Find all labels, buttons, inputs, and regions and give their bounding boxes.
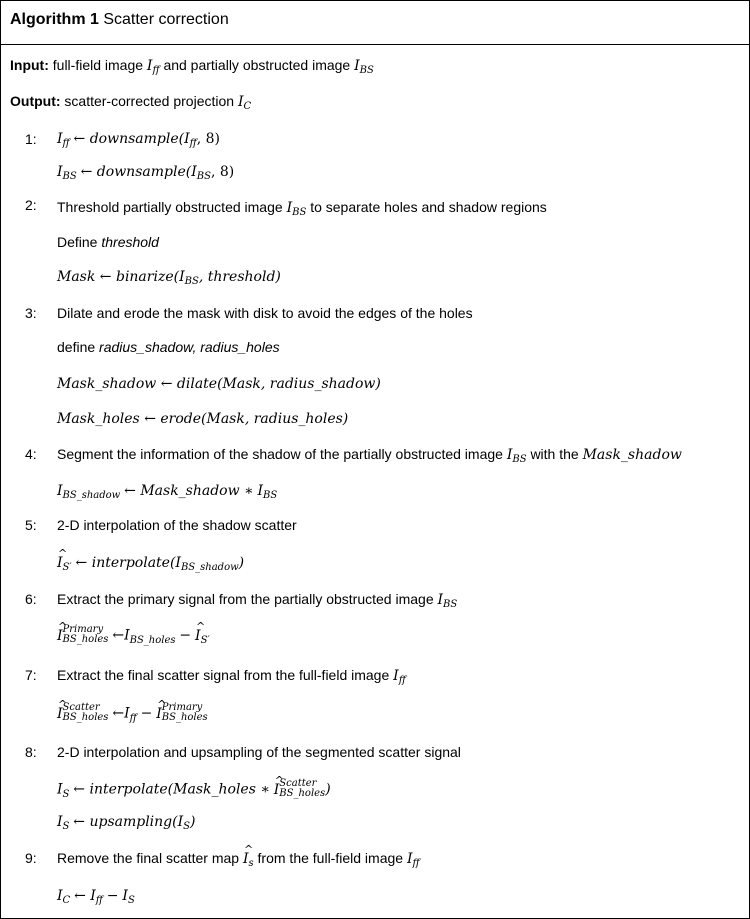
algorithm-name: Scatter correction bbox=[103, 11, 229, 28]
step-number: 4: bbox=[25, 446, 37, 462]
step-1-eq-2: $I_{BS}$ ← $downsample(I_{BS}$, 8) bbox=[57, 164, 235, 182]
step-number: 5: bbox=[25, 517, 37, 533]
step-9-text: Remove the final scatter map ^ $I_s$ from the full-field image $I_{ff}$ bbox=[57, 850, 420, 867]
step-5-text: 2-D interpolation of the shadow scatter bbox=[57, 517, 297, 533]
step-3-define: define radius_shadow, radius_holes bbox=[57, 339, 280, 355]
step-number: 2: bbox=[25, 197, 37, 213]
step-8-eq-1: $I_S$ ← interpolate(Mask_holes ∗ ^ I Scatter BS_holes ) bbox=[57, 780, 331, 800]
step-6-eq: ^ I Primary BS_holes $\leftarrow I_{BS\_holes}$ − ^ $I_{S'}$ bbox=[57, 626, 210, 646]
step-number: 1: bbox=[25, 131, 37, 147]
step-number: 6: bbox=[25, 591, 37, 607]
step-2-eq: Mask ← $binarize(I_{BS}$, threshold) bbox=[57, 269, 281, 287]
step-3-eq-1: Mask_shadow ← dilate(Mask, radius_shadow) bbox=[57, 376, 381, 392]
step-5-eq: ^ $I_{S'}$ ← $interpolate(I_{BS\_shadow})$ bbox=[57, 554, 244, 571]
input-var-sub: ff bbox=[152, 65, 160, 76]
output-label: Output: bbox=[10, 93, 61, 109]
step-number: 9: bbox=[25, 850, 37, 866]
input-line bbox=[10, 57, 374, 74]
step-1-eq-1: $I_{ff}$ ← $downsample(I_{ff}$, 8) bbox=[57, 131, 220, 149]
input-var-2-sub: BS bbox=[359, 65, 374, 76]
output-var: I bbox=[237, 94, 244, 110]
input-var-2: I bbox=[354, 58, 360, 74]
input-text-2: and partially obstructed image bbox=[163, 57, 351, 73]
step-4-eq: $I_{BS\_shadow}$ ← Mask_shadow ∗ $I_{BS}$ bbox=[57, 483, 278, 501]
step-number: 7: bbox=[25, 667, 37, 683]
output-line bbox=[10, 93, 251, 110]
input-label: Input: bbox=[10, 57, 49, 73]
step-7-text: Extract the final scatter signal from the full-field image $I_{ff}$ bbox=[57, 667, 406, 686]
output-text: scatter-corrected projection bbox=[64, 93, 235, 109]
algorithm-label: Algorithm 1 bbox=[10, 11, 99, 28]
output-var-sub: C bbox=[243, 101, 252, 112]
algorithm-header bbox=[1, 1, 749, 45]
step-3-eq-2: Mask_holes ← erode(Mask, radius_holes) bbox=[57, 411, 349, 427]
step-number: 8: bbox=[25, 744, 37, 760]
step-9-eq: $I_C$ ← $I_{ff} - I_S$ bbox=[57, 888, 135, 906]
step-number: 3: bbox=[25, 305, 37, 321]
step-2-text: Threshold partially obstructed image $I_{BS}$ to separate holes and shadow regions bbox=[57, 199, 547, 218]
step-4-text: Segment the information of the shadow of the partially obstructed image $I_{BS}$ with the Mask_shadow bbox=[57, 446, 682, 465]
input-text: full-field image bbox=[52, 57, 144, 73]
input-var: I bbox=[146, 58, 153, 74]
step-2-define: Define threshold bbox=[57, 234, 159, 250]
step-3-text: Dilate and erode the mask with disk to avoid the edges of the holes bbox=[57, 305, 473, 321]
algorithm-title bbox=[10, 11, 229, 29]
step-6-text: Extract the primary signal from the partially obstructed image $I_{BS}$ bbox=[57, 591, 458, 610]
step-7-eq: ^ I Scatter BS_holes $\leftarrow I_{ff}$ − ^ I Primary BS_holes bbox=[57, 704, 208, 724]
step-8-text: 2-D interpolation and upsampling of the segmented scatter signal bbox=[57, 744, 461, 760]
step-8-eq-2: $I_S$ ← $upsampling(I_S)$ bbox=[57, 814, 196, 832]
